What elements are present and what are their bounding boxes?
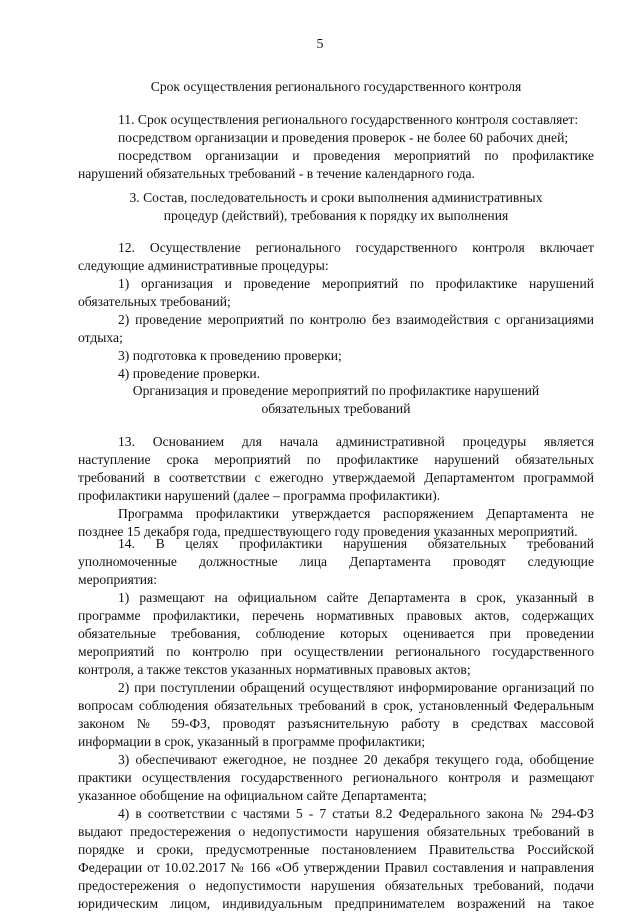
text-line: Программа профилактики утверждается распоряжением Департамента не bbox=[118, 506, 594, 521]
heading-term: Срок осуществления регионального государственного контроля bbox=[150, 79, 522, 94]
text-line: процедур (действий), требования к порядку их выполнения bbox=[163, 208, 509, 223]
text-line: Организация и проведение мероприятий по профилактике нарушений bbox=[132, 383, 540, 398]
paragraph-13 bbox=[78, 433, 594, 541]
text-line: 1) организация и проведение мероприятий по профилактике нарушений bbox=[118, 276, 594, 291]
text-line: посредством организации и проведения мероприятий по профилактике bbox=[118, 148, 594, 163]
text-line: посредством организации и проведения проверок - не более 60 рабочих дней; bbox=[118, 130, 569, 145]
text-line: профилактики нарушений (далее – программа профилактики). bbox=[78, 488, 441, 503]
text-line: наступление срока мероприятий по профилактике нарушений обязательных bbox=[78, 452, 594, 467]
text-line: 2) проведение мероприятий по контролю без взаимодействия с организациями bbox=[118, 312, 594, 327]
text-line: контроля, а также текстов указанных нормативных правовых актов; bbox=[78, 662, 471, 677]
text-line: 11. Срок осуществления регионального государственного контроля составляет: bbox=[118, 112, 579, 127]
text-line: обязательных требований bbox=[261, 401, 411, 416]
text-line: 3) подготовка к проведению проверки; bbox=[118, 348, 342, 363]
text-line: отдыха; bbox=[78, 330, 123, 345]
text-line: мероприятия: bbox=[78, 572, 158, 587]
text-line: 13. Основанием для начала административной процедуры является bbox=[118, 434, 594, 449]
text-line: 4) в соответствии с частями 5 - 7 статьи 8.2 Федерального закона № 294-ФЗ bbox=[118, 806, 594, 821]
text-line: 3. Состав, последовательность и сроки выполнения административных bbox=[129, 190, 543, 205]
text-line: порядке и сроки, предусмотренные постановлением Правительства Российской bbox=[78, 842, 594, 857]
text-line: 1) размещают на официальном сайте Департамента в срок, указанный в bbox=[118, 590, 594, 605]
text-line: Федерации от 10.02.2017 № 166 «Об утверждении Правил составления и направления bbox=[78, 860, 594, 875]
text-line: 14. В целях профилактики нарушения обязательных требований bbox=[118, 536, 594, 551]
heading-organization bbox=[78, 382, 594, 418]
text-line: юридическим лицом, индивидуальным предпринимателем возражений на такое bbox=[78, 896, 594, 911]
paragraph-14 bbox=[78, 535, 594, 913]
text-line: практики осуществления государственного регионального контроля и размещают bbox=[78, 770, 594, 785]
text-line: информации в срок, указанный в программе профилактики; bbox=[78, 734, 426, 749]
text-line: обязательных требований; bbox=[78, 294, 231, 309]
text-line: уполномоченные должностные лица Департамента проводят следующие bbox=[78, 554, 594, 569]
page-number: 5 bbox=[316, 37, 324, 52]
text-line: требований в соответствии с ежегодно утверждаемой Департаментом программой bbox=[78, 470, 594, 485]
text-line: 2) при поступлении обращений осуществляют информирование организаций по bbox=[118, 680, 594, 695]
text-line: 12. Осуществление регионального государственного контроля включает bbox=[118, 240, 594, 255]
paragraph-12 bbox=[78, 239, 594, 383]
text-line: законом № 59-ФЗ, проводят разъяснительную работу в средствах массовой bbox=[78, 716, 594, 731]
text-line: мероприятий по контролю при осуществлении регионального государственного bbox=[78, 644, 594, 659]
paragraph-11 bbox=[78, 111, 594, 183]
text-line: предостережения о недопустимости нарушения обязательных требований, подачи bbox=[78, 878, 594, 893]
text-line: обязательные требования, соблюдение которых оценивается при проведении bbox=[78, 626, 594, 641]
text-line: 4) проведение проверки. bbox=[118, 366, 261, 381]
text-line: выдают предостережения о недопустимости нарушения обязательных требований в bbox=[78, 824, 594, 839]
section-3-heading bbox=[78, 189, 594, 225]
text-line: позднее 15 декабря года, предшествующего году проведения указанных мероприятий. bbox=[78, 524, 578, 539]
text-line: программе профилактики, перечень нормативных правовых актов, содержащих bbox=[78, 608, 594, 623]
text-line: нарушений обязательных требований - в течение календарного года. bbox=[78, 166, 475, 181]
text-line: вопросам соблюдения обязательных требований в срок, установленный Федеральным bbox=[78, 698, 594, 713]
text-line: 3) обеспечивают ежегодное, не позднее 20 декабря текущего года, обобщение bbox=[118, 752, 594, 767]
text-line: следующие административные процедуры: bbox=[78, 258, 329, 273]
text-line: указанное обобщение на официальном сайте Департамента; bbox=[78, 788, 427, 803]
